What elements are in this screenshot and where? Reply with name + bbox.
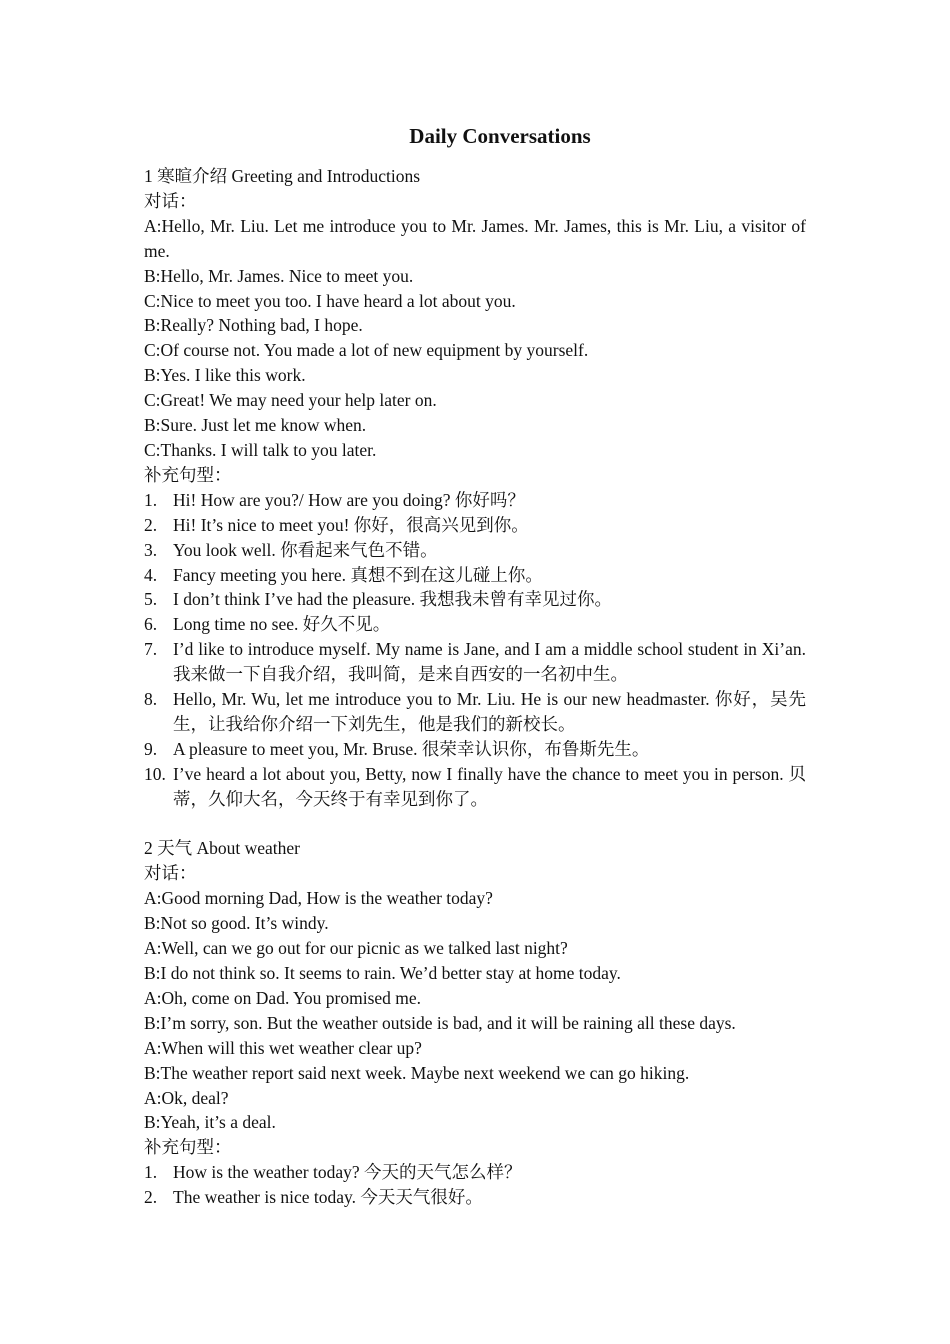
- dialogue-line: B:Not so good. It’s windy.: [144, 913, 329, 934]
- dialogue-line: B:The weather report said next week. Maybe next weekend we can go hiking.: [144, 1062, 690, 1083]
- section-spacer: [144, 812, 806, 837]
- list-item: [144, 737, 806, 762]
- phrase-list: [144, 488, 806, 812]
- list-item: [144, 587, 806, 612]
- phrase-text: The weather is nice today. 今天天气很好。: [173, 1187, 483, 1208]
- dialogue-label: 对话：: [144, 863, 197, 884]
- dialogue-line: B:Sure. Just let me know when.: [144, 415, 367, 436]
- list-item: [144, 563, 806, 588]
- dialogue-line: C:Nice to meet you too. I have heard a lot about you.: [144, 290, 516, 311]
- phrase-text: I don’t think I’ve had the pleasure. 我想我未曾有幸见过你。: [173, 589, 613, 610]
- dialogue-line: C:Thanks. I will talk to you later.: [144, 439, 377, 460]
- dialogue-line: A:Ok, deal?: [144, 1087, 229, 1108]
- list-item: [144, 513, 806, 538]
- list-number: 2.: [144, 1187, 158, 1208]
- phrase-text: A pleasure to meet you, Mr. Bruse. 很荣幸认识你，布鲁斯先生。: [173, 738, 650, 759]
- list-item: [144, 762, 806, 812]
- list-item: [144, 637, 806, 687]
- phrase-text: I’d like to introduce myself. My name is Jane, and I am a middle school student in Xi’an. 我来做一下自我介绍，我叫简，是来自西安的一名初中生。: [173, 639, 806, 685]
- phrase-text: Hi! It’s nice to meet you! 你好，很高兴见到你。: [173, 514, 529, 535]
- phrase-text: Hello, Mr. Wu, let me introduce you to Mr. Liu. He is our new headmaster. 你好，吴先生，让我给你介绍一下刘先生，他是我们的新校长。: [173, 689, 806, 734]
- list-number: 7.: [144, 639, 158, 660]
- list-number: 10.: [144, 763, 166, 784]
- list-item: [144, 1185, 806, 1210]
- dialogue-line: B:Yeah, it’s a deal.: [144, 1112, 276, 1133]
- dialogue-line: A:Hello, Mr. Liu. Let me introduce you to Mr. James. Mr. James, this is Mr. Liu, a visitor of me.: [144, 215, 806, 261]
- section-greetings: [144, 164, 806, 812]
- list-number: 1.: [144, 1162, 158, 1183]
- dialogue-line: B:I’m sorry, son. But the weather outside is bad, and it will be raining all these days.: [144, 1012, 736, 1033]
- list-number: 8.: [144, 689, 158, 710]
- dialogue-label: 对话：: [144, 190, 197, 211]
- dialogue-line: A:Well, can we go out for our picnic as we talked last night?: [144, 938, 568, 959]
- section-heading: 1 寒暄介绍 Greeting and Introductions: [144, 166, 421, 186]
- dialogue-line: B:Yes. I like this work.: [144, 365, 306, 386]
- dialogue-line: A:Good morning Dad, How is the weather today?: [144, 888, 493, 909]
- dialogue-line: C:Great! We may need your help later on.: [144, 390, 437, 411]
- list-number: 3.: [144, 539, 158, 560]
- phrases-label: 补充句型：: [144, 1137, 232, 1158]
- dialogue-line: A:When will this wet weather clear up?: [144, 1037, 422, 1058]
- phrase-text: You look well. 你看起来气色不错。: [173, 539, 438, 560]
- page-title: Daily Conversations: [409, 124, 591, 148]
- dialogue-line: B:Really? Nothing bad, I hope.: [144, 315, 363, 336]
- phrase-text: I’ve heard a lot about you, Betty, now I finally have the chance to meet you in person. 贝蒂，久仰大名，今天终于有幸见到你了。: [173, 763, 806, 809]
- list-item: [144, 538, 806, 563]
- dialogue-line: B:Hello, Mr. James. Nice to meet you.: [144, 265, 414, 286]
- list-item: [144, 687, 806, 737]
- phrase-text: Hi! How are you?/ How are you doing? 你好吗？: [173, 489, 525, 510]
- phrase-list: [144, 1160, 806, 1210]
- dialogue-line: B:I do not think so. It seems to rain. We’d better stay at home today.: [144, 962, 621, 983]
- dialogue-line: C:Of course not. You made a lot of new equipment by yourself.: [144, 340, 589, 361]
- section-heading: 2 天气 About weather: [144, 838, 301, 859]
- list-item: [144, 612, 806, 637]
- document-body: [144, 164, 806, 1210]
- list-number: 6.: [144, 614, 158, 635]
- phrases-label: 补充句型：: [144, 464, 232, 485]
- section-weather: [144, 836, 806, 1210]
- list-number: 9.: [144, 738, 158, 759]
- phrase-text: Fancy meeting you here. 真想不到在这儿碰上你。: [173, 564, 543, 585]
- list-item: [144, 1160, 806, 1185]
- phrase-text: Long time no see. 好久不见。: [173, 614, 391, 635]
- list-number: 4.: [144, 564, 158, 585]
- list-number: 5.: [144, 589, 158, 610]
- list-number: 1.: [144, 489, 158, 510]
- dialogue-line: A:Oh, come on Dad. You promised me.: [144, 987, 422, 1008]
- list-number: 2.: [144, 514, 158, 535]
- list-item: [144, 488, 806, 513]
- phrase-text: How is the weather today? 今天的天气怎么样？: [173, 1162, 522, 1183]
